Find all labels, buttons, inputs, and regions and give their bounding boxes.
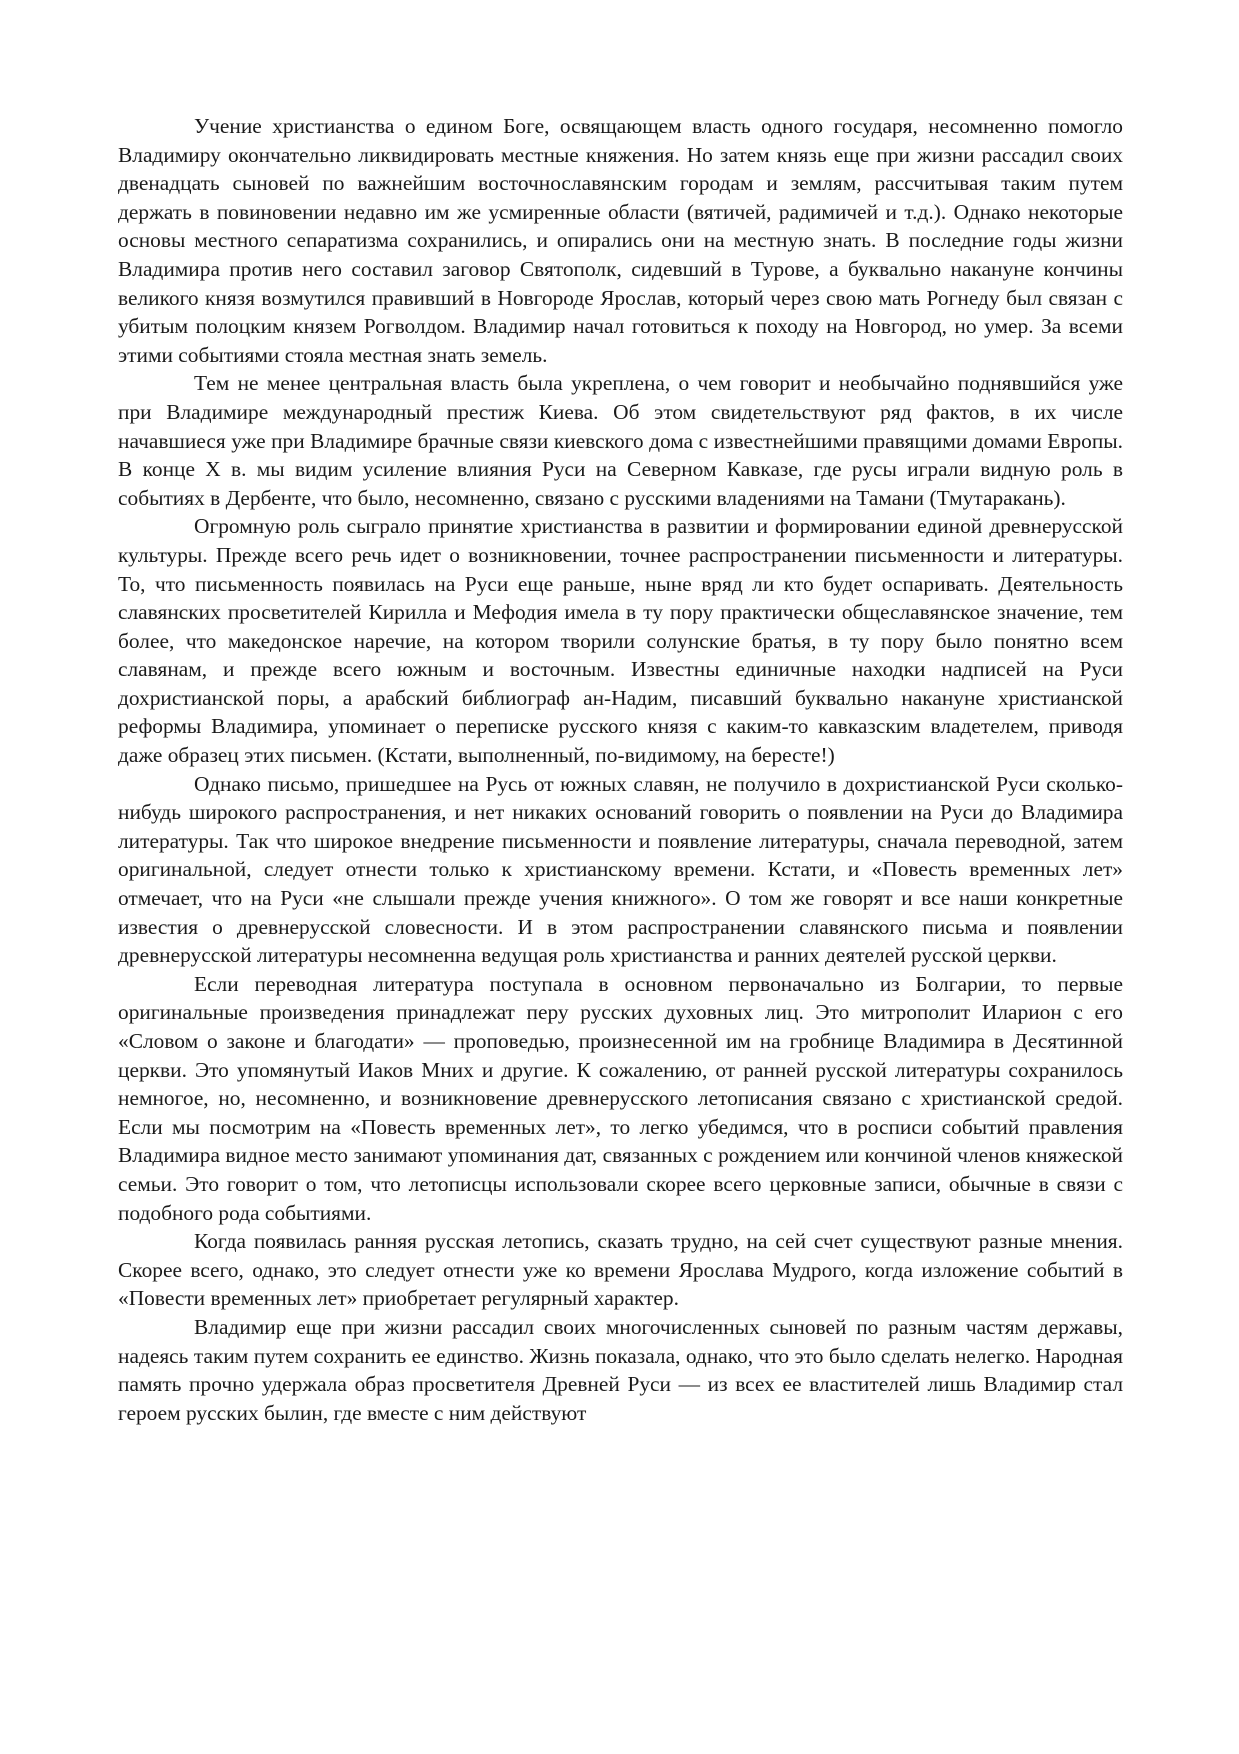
- document-page: [118, 112, 1123, 1427]
- paragraph-7: Владимир еще при жизни рассадил своих многочисленных сыновей по разным частям державы, надеясь таким путем сохранить ее единство. Жизнь показала, однако, что это было сделать нелегко. Народная память прочно удержала образ просветителя Древней Руси — из всех ее властителей лишь Владимир стал героем русских былин, где вместе с ним действуют: [118, 1314, 1123, 1425]
- paragraph-2: Тем не менее центральная власть была укреплена, о чем говорит и необычайно поднявшийся уже при Владимире международный престиж Киева. Об этом свидетельствуют ряд фактов, в их числе начавшиеся уже при Владимире брачные связи киевского дома с известнейшими правящими домами Европы. В конце X в. мы видим усиление влияния Руси на Северном Кавказе, где русы играли видную роль в событиях в Дербенте, что было, несомненно, связано с русскими владениями на Тамани (Тмутаракань).: [118, 371, 1123, 510]
- paragraph-1: Учение христианства о едином Боге, освящающем власть одного государя, несомненно помогло Владимиру окончательно ликвидировать местные княжения. Но затем князь еще при жизни рассадил своих двенадцать сыновей по важнейшим восточнославянским городам и землям, рассчитывая таким путем держать в повиновении недавно им же усмиренные области (вятичей, радимичей и т.д.). Однако некоторые основы местного сепаратизма сохранились, и опирались они на местную знать. В последние годы жизни Владимира против него составил заговор Святополк, сидевший в Турове, а буквально накануне кончины великого князя возмутился правивший в Новгороде Ярослав, который через свою мать Рогнеду был связан с убитым полоцким князем Рогволдом. Владимир начал готовиться к походу на Новгород, но умер. За всеми этими событиями стояла местная знать земель.: [118, 114, 1123, 367]
- paragraph-5: Если переводная литература поступала в основном первоначально из Болгарии, то первые оригинальные произведения принадлежат перу русских духовных лиц. Это митрополит Иларион с его «Словом о законе и благодати» — проповедью, произнесенной им на гробнице Владимира в Десятинной церкви. Это упомянутый Иаков Мних и другие. К сожалению, от ранней русской литературы сохранилось немногое, но, несомненно, и возникновение древнерусского летописания связано с христианской средой. Если мы посмотрим на «Повесть временных лет», то легко убедимся, что в росписи событий правления Владимира видное место занимают упоминания дат, связанных с рождением или кончиной членов княжеской семьи. Это говорит о том, что летописцы использовали скорее всего церковные записи, обычные в связи с подобного рода событиями.: [118, 971, 1123, 1225]
- paragraph-6: Когда появилась ранняя русская летопись, сказать трудно, на сей счет существуют разные мнения. Скорее всего, однако, это следует отнести уже ко времени Ярослава Мудрого, когда изложение событий в «Повести временных лет» приобретает регулярный характер.: [118, 1229, 1123, 1311]
- paragraph-4: Однако письмо, пришедшее на Русь от южных славян, не получило в дохристианской Руси сколько-нибудь широкого распространения, и нет никаких оснований говорить о появлении на Руси до Владимира литературы. Так что широкое внедрение письменности и появление литературы, сначала переводной, затем оригинальной, следует отнести только к христианскому времени. Кстати, и «Повесть временных лет» отмечает, что на Руси «не слышали прежде учения книжного». О том же говорят и все наши конкретные известия о древнерусской словесности. И в этом распространении славянского письма и появлении древнерусской литературы несомненна ведущая роль христианства и ранних деятелей русской церкви.: [118, 771, 1123, 968]
- paragraph-3: Огромную роль сыграло принятие христианства в развитии и формировании единой древнерусской культуры. Прежде всего речь идет о возникновении, точнее распространении письменности и литературы. То, что письменность появилась на Руси еще раньше, ныне вряд ли кто будет оспаривать. Деятельность славянских просветителей Кирилла и Мефодия имела в ту пору практически общеславянское значение, тем более, что македонское наречие, на котором творили солунские братья, в ту пору было понятно всем славянам, и прежде всего южным и восточным. Известны единичные находки надписей на Руси дохристианской поры, а арабский библиограф ан-Надим, писавший буквально накануне христианской реформы Владимира, упоминает о переписке русского князя с каким-то кавказским владетелем, приводя даже образец этих письмен. (Кстати, выполненный, по-видимому, на бересте!): [118, 514, 1123, 768]
